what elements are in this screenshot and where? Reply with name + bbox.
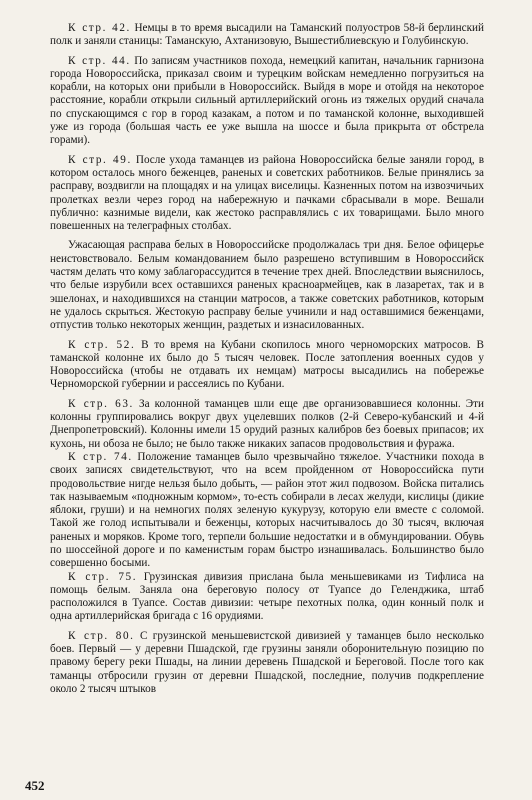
note-p49 [50, 154, 484, 234]
note-p49-label: К стр. 49. [68, 153, 132, 166]
note-p49-continued [50, 239, 484, 332]
note-p52-text: В то время на Кубани скопилось много черноморских матросов. В таманской колонне их было до 5 тысяч человек. После затопления военных судов у Новороссийска (чтобы не отдавать их немцам) матросы высадились на побережье Черноморской губернии и рассеялись по Кубани. [50, 338, 484, 391]
note-p80-text: С грузинской меньшевистской дивизией у таманцев было несколько боев. Первый — у деревни Пшадской, где грузины заняли оборонительную позицию по правому берегу реки Пшады, на линии деревень Пшадской и Береговой. После того как таманцы отбросили грузин от деревни Пшадской, последние, получив подкрепление около 2 тысяч штыков [50, 629, 484, 695]
note-p42-label: К стр. 42. [68, 22, 131, 34]
note-p74-text: Положение таманцев было чрезвычайно тяжелое. Участники похода в своих записях свидетельствуют, что на всем пройденном от Новороссийска пути продовольствие нигде нельзя было добыть, — район этот жил подвозом. Войска питались так называемым «подножным кормом», то-есть собирали в лесах желуди, кислицы (дикие яблоки, груши) и на немногих полях зеленую кукурузу, которую ели вместе с соломой. Такой же голод испытывали и беженцы, которых насчитывалось до 30 тысяч, включая раненых и моряков. Кроме того, терпели большие недостатки и в обмундировании. Обувь по шоссейной дороге и по каменистым горам быстро изнашивалась. Большинство было совершенно босыми. [50, 450, 485, 570]
note-p63-label: К стр. 63. [68, 397, 134, 410]
note-p44 [50, 55, 484, 148]
note-p49-continued-text: Ужасающая расправа белых в Новороссийске продолжалась три дня. Белое офицерье неистовствовало. Белым командованием было разрешено вступившим в Новороссийск частям делать что кому заблагорассудится в течение трех дней. Впоследствии выяснилось, что белые изрубили всех оставшихся раненых красноармейцев, как в лазаретах, так и в эшелонах, и находившихся на станции матросов, а также советских работников, которым не удалось скрыться. Жестокую расправу белые учинили и над оставшимися беженцами, отпустив только некоторых женщин, раздетых и изнасилованных. [50, 239, 484, 332]
note-p80 [50, 630, 484, 696]
note-p74-label: К стр. 74. [68, 450, 133, 463]
note-p63-text: За колонной таманцев шли еще две организовавшиеся колонны. Эти колонны группировались вокруг двух уцелевших полков (2-й Северо-кубанский и 4-й Днепропетровский). Колонны имели 15 орудий разных калибров без боевых припасов; их кухонь, ни обоза не было; не было также никаких запасов продовольствия и фуража. [50, 397, 485, 450]
note-p44-text: По записям участников похода, немецкий капитан, начальник гарнизона города Новороссийска, приказал своим и турецким войскам немедленно погрузиться на корабли, на которых они прибыли в Новороссийск. Выйдя в море и отойдя на некоторое расстояние, корабли открыли сильный артиллерийский огонь из тяжелых орудий сначала по спускающимся с гор в город казакам, а потом и по таманской колонне, выходившей уже из города (большая часть ее уже вышла на шоссе и была прикрыта от обстрела горами). [50, 54, 484, 147]
note-p42 [50, 22, 484, 49]
page-number: 452 [25, 778, 45, 793]
note-p42-text: Немцы в то время высадили на Таманский полуостров 58-й берлинский полк и заняли станицы: Таманскую, Ахтанизовую, Вышестиблиевскую и Голубинскую. [50, 22, 485, 48]
note-p49-text: После ухода таманцев из района Новороссийска белые заняли город, в котором осталось много беженцев, раненых и советских работников. Белые принялись за расправу, воздвигли на площадях и на улицах виселицы. Казненных потом на извозчичьих пролетках везли через город на набережную и пачками сбрасывали в море. Вешали публично: казнимые видели, как жестоко расправлялись с их товарищами. Было много повешенных на телеграфных столбах. [50, 153, 484, 233]
note-p44-label: К стр. 44. [68, 54, 131, 67]
note-p52-label: К стр. 52. [68, 338, 136, 351]
note-p52 [50, 339, 484, 392]
note-p74 [50, 451, 484, 571]
note-p75-text: Грузинская дивизия прислана была меньшевиками из Тифлиса на помощь белым. Заняла она береговую полосу от Туапсе до Геленджика, штаб расположился в Туапсе. Состав дивизии: четыре пехотных полка, один конный полк и одна артиллерийская бригада с 16 орудиями. [50, 570, 484, 623]
note-p75-label: К стр. 75. [68, 570, 138, 583]
note-p75 [50, 571, 484, 624]
note-p80-label: К стр. 80. [68, 629, 135, 642]
note-p63 [50, 398, 484, 451]
page-text [50, 22, 484, 782]
